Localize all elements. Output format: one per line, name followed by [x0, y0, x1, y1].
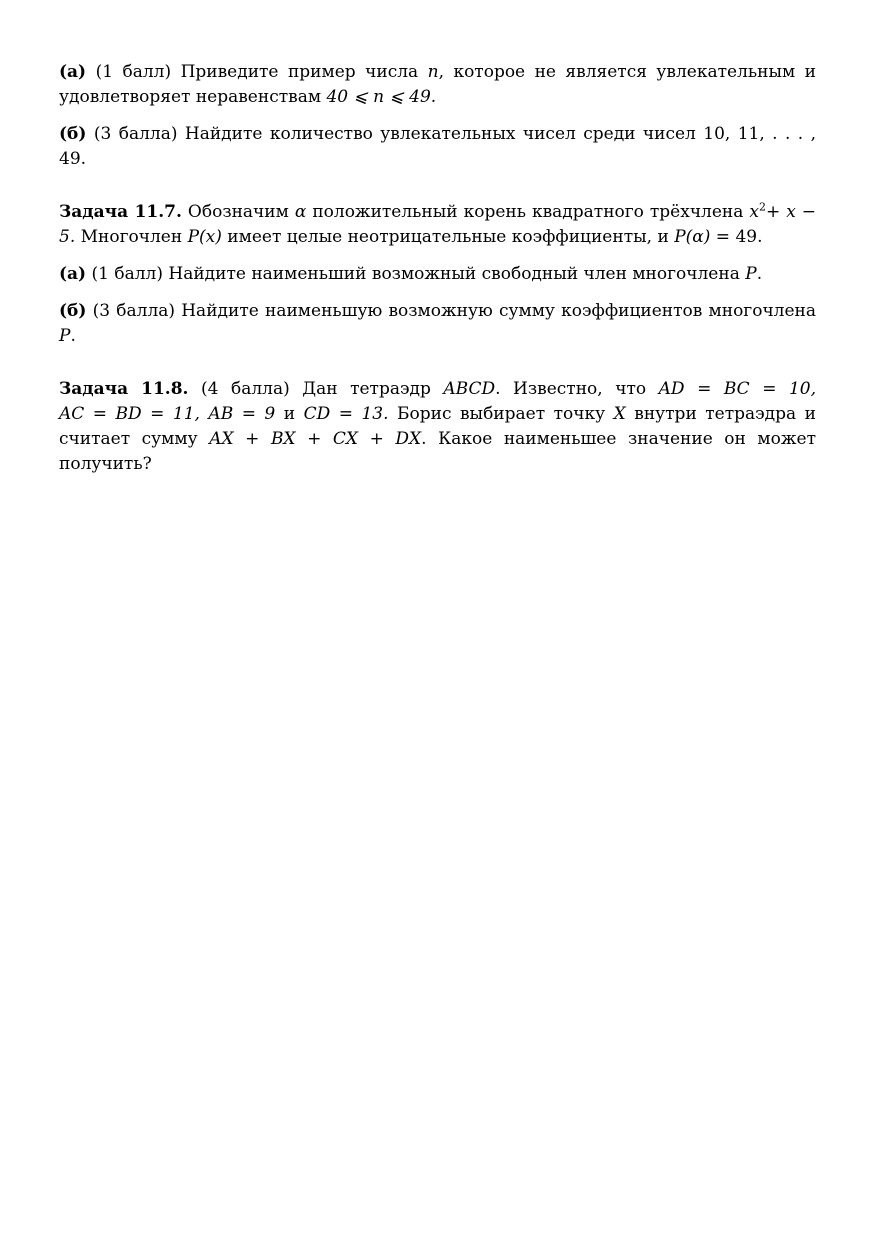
problem-8 — [59, 377, 816, 477]
text: . Какое наименьшее значение он может получить? — [59, 429, 816, 474]
text: Борис выбирает точку — [397, 404, 606, 424]
item-label: (а) — [59, 264, 87, 284]
period: . — [756, 264, 763, 284]
problem-7 — [59, 200, 816, 250]
math-sum: AX + BX + CX + DX — [209, 429, 422, 449]
problem-6b — [59, 122, 816, 172]
math-P: P — [745, 264, 757, 284]
text: внутри тетраэдра и считает сумму — [59, 404, 816, 449]
points: (4 балла) — [201, 379, 290, 399]
document-page — [59, 60, 816, 477]
problem-6a — [59, 60, 816, 110]
problem-title: Задача 11.8. — [59, 379, 189, 399]
math-X: X — [613, 404, 626, 424]
item-label: (б) — [59, 124, 87, 144]
text: Найдите наименьшую возможную сумму коэффициентов многочлена — [181, 301, 817, 321]
points: (1 балл) — [91, 264, 163, 284]
math-x: x — [749, 202, 759, 222]
problem-7b — [59, 299, 816, 349]
item-label: (б) — [59, 301, 87, 321]
math-exponent: 2 — [758, 200, 766, 214]
period: . — [70, 326, 76, 346]
math-plus: + — [765, 202, 781, 222]
math-poly: x − 5. — [59, 202, 817, 247]
points: (1 балл) — [95, 62, 172, 82]
text: Обозначим — [187, 202, 289, 222]
text: положительный корень квадратного трёхчлена — [312, 202, 744, 222]
text: Найдите наименьший возможный свободный член многочлена — [168, 264, 740, 284]
text: Многочлен — [80, 227, 183, 247]
text: Приведите пример числа — [180, 62, 419, 82]
text: Найдите количество увлекательных чисел среди чисел 10, 11, . . . , 49. — [59, 124, 817, 169]
math-Px: P(x) — [187, 227, 222, 247]
problem-title: Задача 11.7. — [59, 202, 182, 222]
math-ABCD: ABCD — [443, 379, 496, 399]
math-value: 49. — [735, 227, 763, 247]
math-eq4: CD = 13. — [303, 404, 389, 424]
text: и — [283, 404, 296, 424]
math-inequality: 40 ⩽ n ⩽ 49. — [326, 87, 437, 107]
points: (3 балла) — [93, 124, 178, 144]
math-Palpha: P(α) = — [674, 227, 731, 247]
item-label: (а) — [59, 62, 87, 82]
math-eq1: AD = BC = 10, — [658, 379, 817, 399]
math-n: n — [427, 62, 439, 82]
math-eq2: AC = BD = 11, — [59, 404, 200, 424]
points: (3 балла) — [92, 301, 176, 321]
text: , которое не является увлекательным и удовлетворяет неравенствам — [59, 62, 817, 107]
math-alpha: α — [294, 202, 307, 222]
math-P: P — [59, 326, 71, 346]
text: имеет целые неотрицательные коэффициенты, и — [227, 227, 669, 247]
text: . Известно, что — [495, 379, 647, 399]
math-eq3: AB = 9 — [208, 404, 276, 424]
text: Дан тетраэдр — [302, 379, 431, 399]
problem-7a — [59, 262, 816, 287]
